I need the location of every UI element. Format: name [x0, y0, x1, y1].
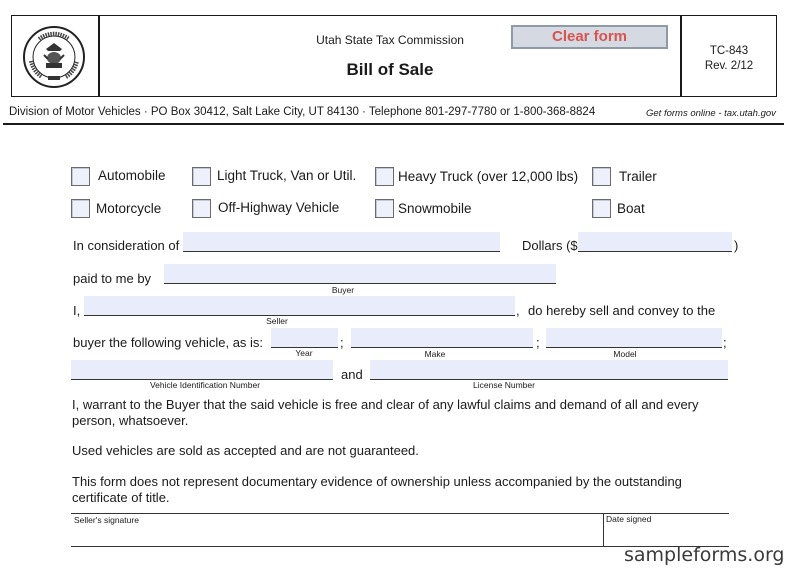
header-divider — [680, 15, 682, 97]
checkbox-trailer[interactable] — [592, 167, 611, 186]
checkbox-label: Trailer — [619, 169, 657, 184]
dmv-address: Division of Motor Vehicles · PO Box 30412, Salt Lake City, UT 84130 · Telephone 801-297-7780 or 1-800-368-8824 — [9, 106, 596, 118]
seller-signature-label: Seller's signature — [74, 515, 139, 525]
consideration-field[interactable] — [183, 232, 500, 252]
semicolon-separator: ; — [536, 335, 540, 350]
and-label: and — [341, 367, 363, 382]
dollars-close-paren: ) — [734, 238, 739, 253]
page-title: Bill of Sale — [346, 60, 434, 79]
vin-sublabel: Vehicle Identification Number — [149, 380, 261, 390]
make-field[interactable] — [351, 328, 533, 348]
header-rule — [3, 123, 784, 125]
checkbox-automobile[interactable] — [71, 167, 90, 186]
dollars-field[interactable] — [578, 232, 732, 252]
checkbox-label: Snowmobile — [398, 201, 472, 216]
agency-name: Utah State Tax Commission — [316, 33, 464, 47]
make-sublabel: Make — [424, 349, 446, 359]
checkbox-label: Off-Highway Vehicle — [218, 200, 340, 215]
checkbox-motorcycle[interactable] — [71, 199, 90, 218]
ownership-evidence-statement: This form does not represent documentary evidence of ownership unless accompanied by the outstanding certificate of title. — [72, 474, 682, 505]
year-sublabel: Year — [295, 348, 313, 358]
consideration-label: In consideration of — [73, 238, 180, 253]
form-revision: Rev. 2/12 — [704, 60, 754, 72]
comma-separator: , — [516, 303, 520, 318]
checkbox-label: Light Truck, Van or Util. — [217, 168, 357, 183]
i-label: I, — [73, 303, 81, 318]
form-number: TC-843 — [709, 45, 749, 57]
checkbox-off-highway[interactable] — [192, 199, 211, 218]
watermark: sampleforms.org — [624, 544, 785, 566]
buyer-sublabel: Buyer — [331, 285, 355, 295]
model-sublabel: Model — [613, 349, 637, 359]
semicolon-separator: ; — [723, 335, 727, 350]
checkbox-label: Boat — [617, 201, 645, 216]
buyer-vehicle-label: buyer the following vehicle, as is: — [73, 335, 264, 350]
vin-field[interactable] — [71, 360, 333, 380]
used-vehicle-statement: Used vehicles are sold as accepted and are not guaranteed. — [72, 443, 419, 458]
date-signed-label: Date signed — [606, 514, 652, 524]
checkbox-snowmobile[interactable] — [375, 199, 394, 218]
license-sublabel: License Number — [473, 380, 535, 390]
model-field[interactable] — [546, 328, 722, 348]
checkbox-label: Motorcycle — [96, 201, 162, 216]
checkbox-label: Heavy Truck (over 12,000 lbs) — [398, 169, 579, 184]
paid-label: paid to me by — [73, 271, 152, 286]
checkbox-light-truck[interactable] — [192, 167, 211, 186]
checkbox-boat[interactable] — [592, 199, 611, 218]
seller-field[interactable] — [84, 296, 515, 316]
seller-sublabel: Seller — [266, 316, 288, 326]
checkbox-label: Automobile — [98, 168, 166, 183]
dollars-label: Dollars ($ — [522, 238, 578, 253]
header-divider — [98, 15, 100, 97]
form-number-block — [690, 44, 768, 74]
forms-online-note: Get forms online - tax.utah.gov — [646, 108, 776, 119]
buyer-field[interactable] — [164, 264, 556, 284]
utah-state-seal-icon — [22, 25, 86, 89]
semicolon-separator: ; — [340, 335, 344, 350]
signature-divider — [603, 513, 604, 547]
clear-form-button[interactable]: Clear form — [511, 25, 668, 49]
convey-label: do hereby sell and convey to the — [528, 303, 716, 318]
year-field[interactable] — [271, 328, 338, 348]
warranty-statement: I, warrant to the Buyer that the said vehicle is free and clear of any lawful claims and demand of all and every person, whatsoever. — [72, 397, 699, 428]
license-field[interactable] — [370, 360, 728, 380]
checkbox-heavy-truck[interactable] — [375, 167, 394, 186]
